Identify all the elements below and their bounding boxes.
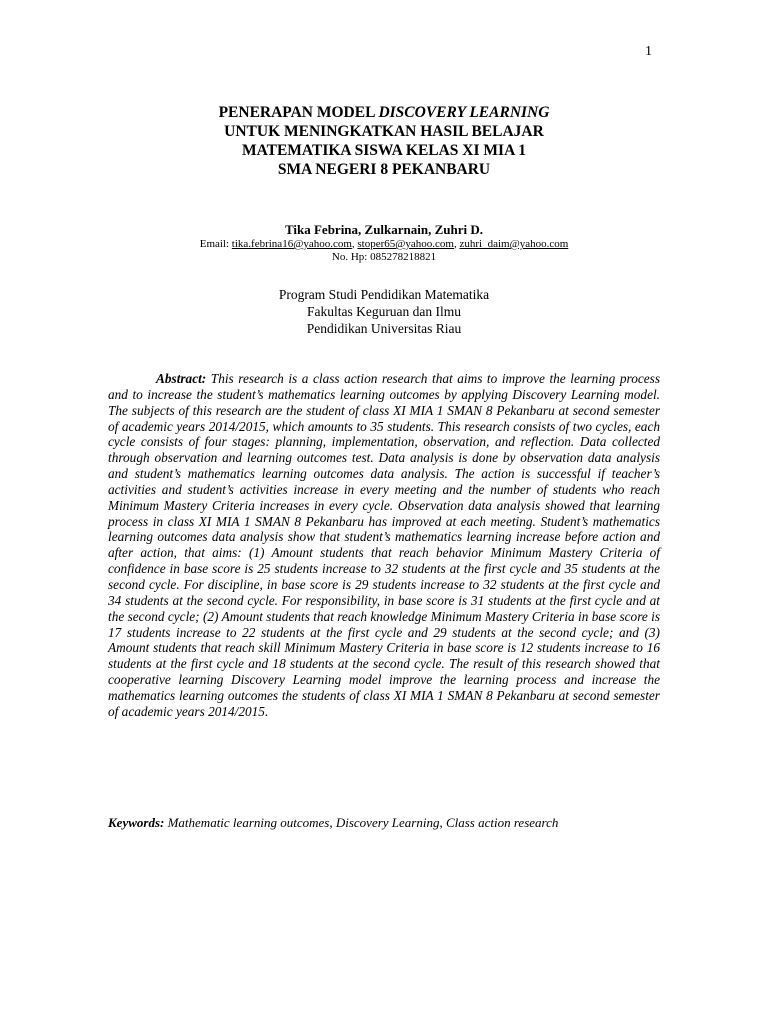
- title-line-3: MATEMATIKA SISWA KELAS XI MIA 1: [241, 142, 527, 159]
- phone-number: No. Hp: 085278218821: [331, 251, 437, 263]
- title-line-1-prefix: PENERAPAN MODEL: [218, 104, 379, 121]
- affiliation-line-3: Pendidikan Universitas Riau: [306, 321, 462, 336]
- title-line-1: [0, 103, 768, 122]
- abstract-text: This research is a class action research that aims to improve the learning process and to increase the student’s mathematics learning outcomes by applying Discovery Learning model. The subjects of this research are the student of class XI MIA 1 SMAN 8 Pekanbaru at second semester of academic years 2014/2015, which amounts to 35 students. This research consists of two cycles, each cycle consists of four stages: planning, implementation, observation, and reflection. Data collected through observation and learning outcomes test. Data analysis is done by observation data analysis and student’s mathematics learning outcomes data analysis. The action is successful if teacher’s activities and student’s activities increase in every meeting and the number of students who reach Minimum Mastery Criteria increases in every cycle. Observation data analysis showed that learning process in class XI MIA 1 SMAN 8 Pekanbaru has improved at each meeting. Student’s mathematics learning outcomes data analysis show that student’s mathematics learning increase before action and after action, that aims: (1) Amount students that reach behavior Minimum Mastery Criteria of confidence in base score is 25 students increase to 32 students at the first cycle and 35 students at the second cycle. For discipline, in base score is 29 students increase to 32 students at the first cycle and 34 students at the second cycle. For responsibility, in base score is 31 students at the first cycle and at the second cycle; (2) Amount students that reach knowledge Minimum Mastery Criteria in base score is 17 students increase to 22 students at the first cycle and 29 students at the second cycle; and (3) Amount students that reach skill Minimum Mastery Criteria in base score is 12 students increase to 16 students at the first cycle and 18 students at the second cycle. The result of this research showed that cooperative learning Discovery Learning model improve the learning process and increase the mathematics learning outcomes the students of class XI MIA 1 SMAN 8 Pekanbaru at second semester of academic years 2014/2015.: [108, 371, 660, 719]
- keywords: [108, 815, 668, 831]
- affiliation: [0, 286, 768, 337]
- authors: Tika Febrina, Zulkarnain, Zuhri D.: [284, 222, 484, 237]
- contact-info: [0, 238, 768, 264]
- email-link-1[interactable]: tika.febrina16@yahoo.com: [231, 238, 352, 250]
- abstract: [108, 371, 660, 720]
- title-line-2: UNTUK MENINGKATKAN HASIL BELAJAR: [224, 123, 544, 140]
- abstract-label: Abstract:: [156, 371, 207, 386]
- email-separator: ,: [453, 238, 460, 250]
- email-label: Email:: [199, 238, 232, 250]
- keywords-text: Mathematic learning outcomes, Discovery Learning, Class action research: [167, 815, 559, 830]
- title-line-1-italic: DISCOVERY LEARNING: [378, 104, 550, 121]
- email-line: [0, 238, 768, 251]
- keywords-label: Keywords:: [108, 815, 165, 830]
- email-separator: ,: [351, 238, 358, 250]
- paper-title: [0, 103, 768, 179]
- affiliation-line-1: Program Studi Pendidikan Matematika: [278, 287, 490, 302]
- page-number: 1: [645, 44, 652, 59]
- affiliation-line-2: Fakultas Keguruan dan Ilmu: [306, 304, 462, 319]
- email-link-2[interactable]: stoper65@yahoo.com: [357, 238, 454, 250]
- title-line-4: SMA NEGERI 8 PEKANBARU: [277, 161, 491, 178]
- email-link-3[interactable]: zuhri_daim@yahoo.com: [459, 238, 569, 250]
